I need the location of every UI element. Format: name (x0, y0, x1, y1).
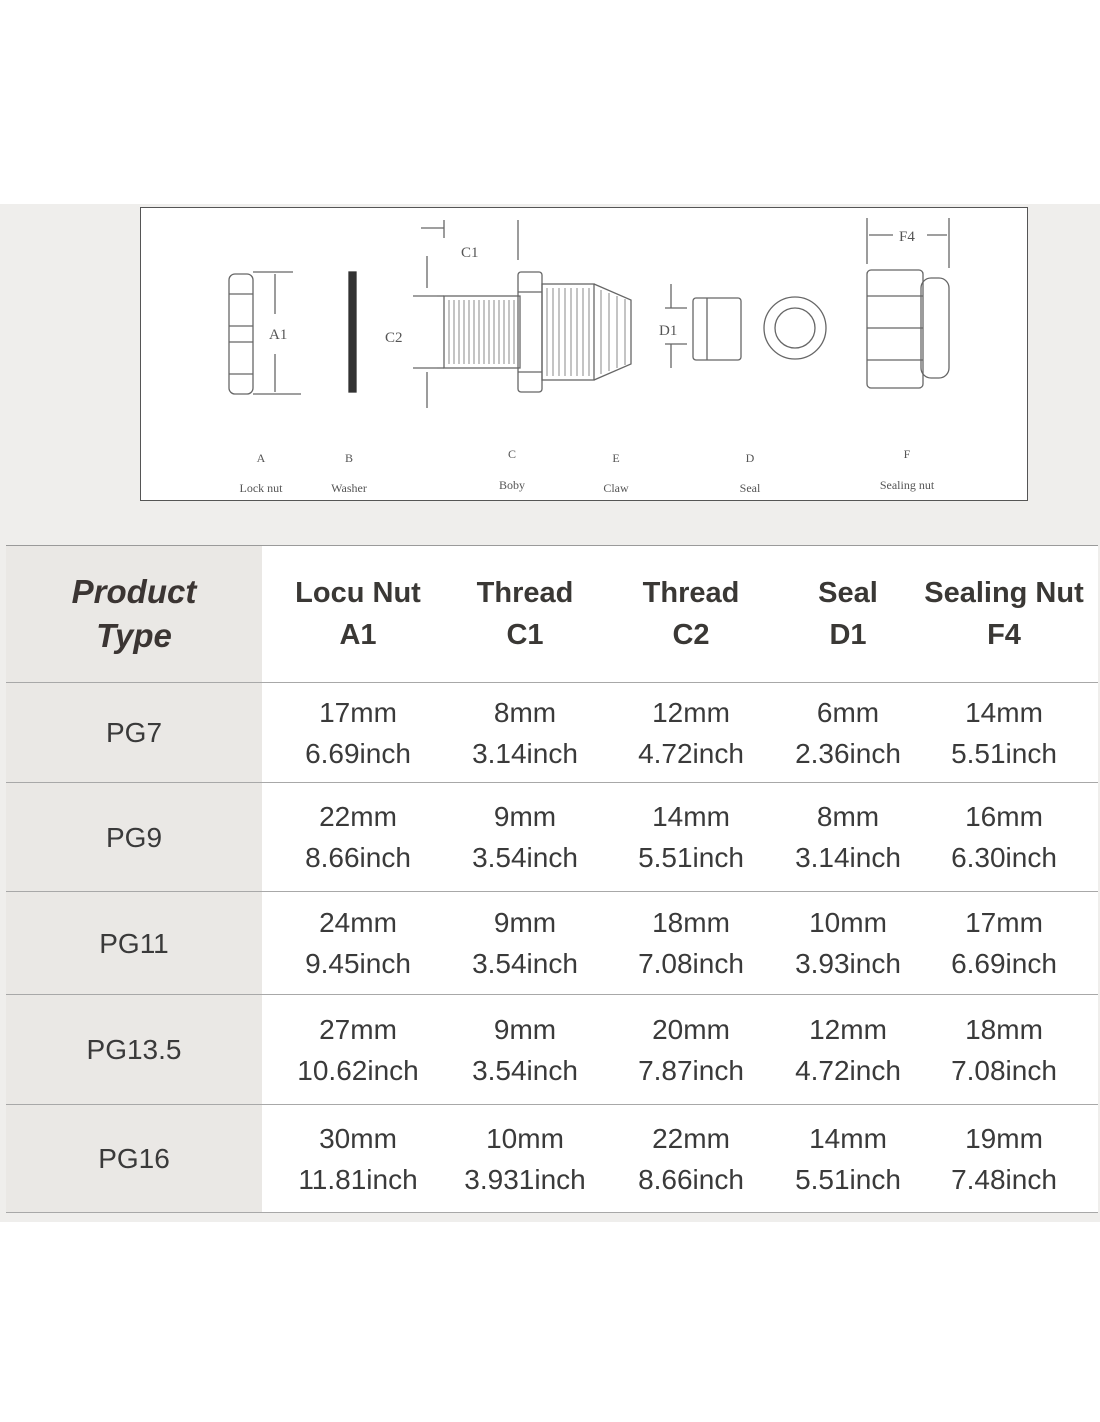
exploded-view-drawing (141, 208, 1029, 502)
c2-cell: 22mm 8.66inch (596, 1105, 786, 1213)
c1-cell: 10mm 3.931inch (454, 1105, 596, 1213)
header-thread-c1: Thread C1 (454, 546, 596, 683)
header-thread-c2: Thread C2 (596, 546, 786, 683)
d1-cell: 12mm 4.72inch (786, 995, 910, 1105)
spec-table (6, 545, 1098, 1213)
c1-cell: 9mm 3.54inch (454, 783, 596, 892)
thread-hatching (449, 288, 625, 376)
c2-cell: 18mm 7.08inch (596, 892, 786, 995)
dim-label-c2: C2 (385, 330, 403, 346)
part-letter-b: B (344, 451, 354, 465)
d1-cell: 10mm 3.93inch (786, 892, 910, 995)
header-product-type: Product Type (6, 546, 262, 683)
f4-cell: 14mm 5.51inch (910, 683, 1098, 783)
part-letter-a: A (256, 451, 266, 465)
header-sealing-nut-f4: Sealing Nut F4 (910, 546, 1098, 683)
dim-label-f4: F4 (899, 229, 915, 245)
product-type-cell: PG16 (6, 1105, 262, 1213)
c1-cell: 9mm 3.54inch (454, 995, 596, 1105)
part-name-sealing-nut: Sealing nut (879, 478, 935, 492)
a1-cell: 24mm 9.45inch (262, 892, 454, 995)
dim-label-d1: D1 (659, 323, 678, 339)
part-name-body: Boby (498, 478, 526, 492)
d1-cell: 14mm 5.51inch (786, 1105, 910, 1213)
part-letter-d: D (745, 451, 755, 465)
table-row (6, 1105, 1098, 1213)
a1-cell: 27mm 10.62inch (262, 995, 454, 1105)
table-row (6, 683, 1098, 783)
product-type-cell: PG11 (6, 892, 262, 995)
seal-ring-drawing (764, 297, 826, 359)
dim-label-c1: C1 (461, 245, 479, 261)
part-letter-e: E (612, 451, 620, 465)
product-type-cell: PG7 (6, 683, 262, 783)
spec-table-container (6, 545, 1098, 1213)
f4-cell: 16mm 6.30inch (910, 783, 1098, 892)
table-row (6, 995, 1098, 1105)
part-name-claw: Claw (603, 481, 629, 495)
f4-cell: 19mm 7.48inch (910, 1105, 1098, 1213)
c1-cell: 9mm 3.54inch (454, 892, 596, 995)
c1-cell: 8mm 3.14inch (454, 683, 596, 783)
table-header-row (6, 546, 1098, 683)
product-type-cell: PG9 (6, 783, 262, 892)
cable-gland-diagram (140, 207, 1028, 501)
c2-cell: 14mm 5.51inch (596, 783, 786, 892)
c2-cell: 12mm 4.72inch (596, 683, 786, 783)
d1-cell: 6mm 2.36inch (786, 683, 910, 783)
product-type-cell: PG13.5 (6, 995, 262, 1105)
dim-label-a1: A1 (269, 327, 288, 343)
header-lock-nut-a1: Locu Nut A1 (262, 546, 454, 683)
c2-cell: 20mm 7.87inch (596, 995, 786, 1105)
washer-drawing (349, 272, 356, 392)
table-row (6, 783, 1098, 892)
f4-cell: 17mm 6.69inch (910, 892, 1098, 995)
f4-cell: 18mm 7.08inch (910, 995, 1098, 1105)
part-letter-f: F (903, 447, 911, 461)
part-name-washer: Washer (331, 481, 367, 495)
part-letter-c: C (507, 447, 517, 461)
header-seal-d1: Seal D1 (786, 546, 910, 683)
d1-cell: 8mm 3.14inch (786, 783, 910, 892)
a1-cell: 30mm 11.81inch (262, 1105, 454, 1213)
a1-cell: 22mm 8.66inch (262, 783, 454, 892)
part-name-lock-nut: Lock nut (239, 481, 283, 495)
part-name-seal: Seal (739, 481, 761, 495)
table-row (6, 892, 1098, 995)
lock-nut-drawing (229, 272, 301, 394)
body-drawing (413, 220, 631, 408)
a1-cell: 17mm 6.69inch (262, 683, 454, 783)
